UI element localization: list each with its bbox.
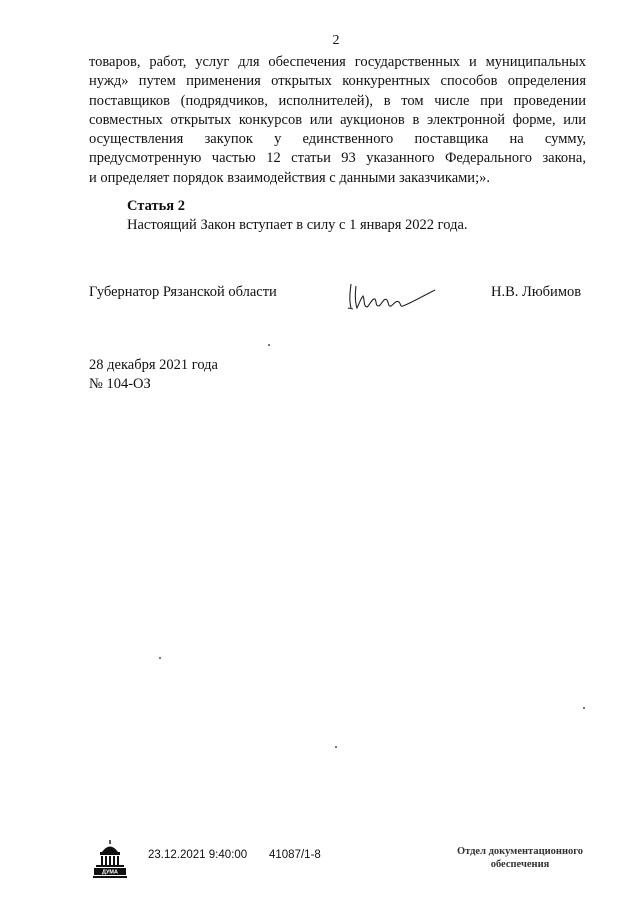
department-line: обеспечения bbox=[490, 859, 550, 870]
body-paragraph bbox=[89, 53, 586, 188]
body-line: осуществления закупок у единственного поставщика на сумму, bbox=[89, 131, 586, 148]
logo-text: ДУМА bbox=[102, 869, 118, 876]
handwritten-signature bbox=[345, 278, 440, 314]
body-line: предусмотренную частью 12 статьи 93 указанного Федерального закона, bbox=[89, 150, 586, 167]
page-number: 2 bbox=[332, 33, 340, 48]
department-stamp bbox=[440, 845, 600, 871]
article-heading: Статья 2 bbox=[127, 198, 185, 214]
scan-speck bbox=[583, 707, 585, 709]
scan-timestamp: 23.12.2021 9:40:00 bbox=[148, 849, 248, 861]
body-line: и определяет порядок взаимодействия с данными заказчиками;». bbox=[89, 169, 490, 186]
law-number: № 104-ОЗ bbox=[89, 376, 151, 392]
body-line: совместных открытых конкурсов или аукционов в электронной форме, или bbox=[89, 111, 586, 128]
signer-name: Н.В. Любимов bbox=[491, 284, 582, 300]
registration-number: 41087/1-8 bbox=[269, 849, 321, 861]
signing-date: 28 декабря 2021 года bbox=[89, 357, 218, 373]
body-line: нужд» путем применения открытых конкурентных способов определения bbox=[89, 73, 586, 90]
scan-speck bbox=[159, 657, 161, 659]
department-line: Отдел документационного bbox=[456, 846, 584, 857]
article-text: Настоящий Закон вступает в силу с 1 января 2022 года. bbox=[127, 217, 468, 233]
body-line: товаров, работ, услуг для обеспечения государственных и муниципальных bbox=[89, 54, 586, 70]
scan-speck bbox=[268, 344, 270, 346]
date-block bbox=[89, 356, 218, 394]
body-line: поставщиков (подрядчиков, исполнителей), в том числе при проведении bbox=[89, 92, 586, 109]
signer-title: Губернатор Рязанской области bbox=[89, 284, 277, 300]
duma-building-logo bbox=[92, 838, 128, 880]
scan-speck bbox=[335, 746, 337, 748]
article-2 bbox=[127, 197, 468, 235]
